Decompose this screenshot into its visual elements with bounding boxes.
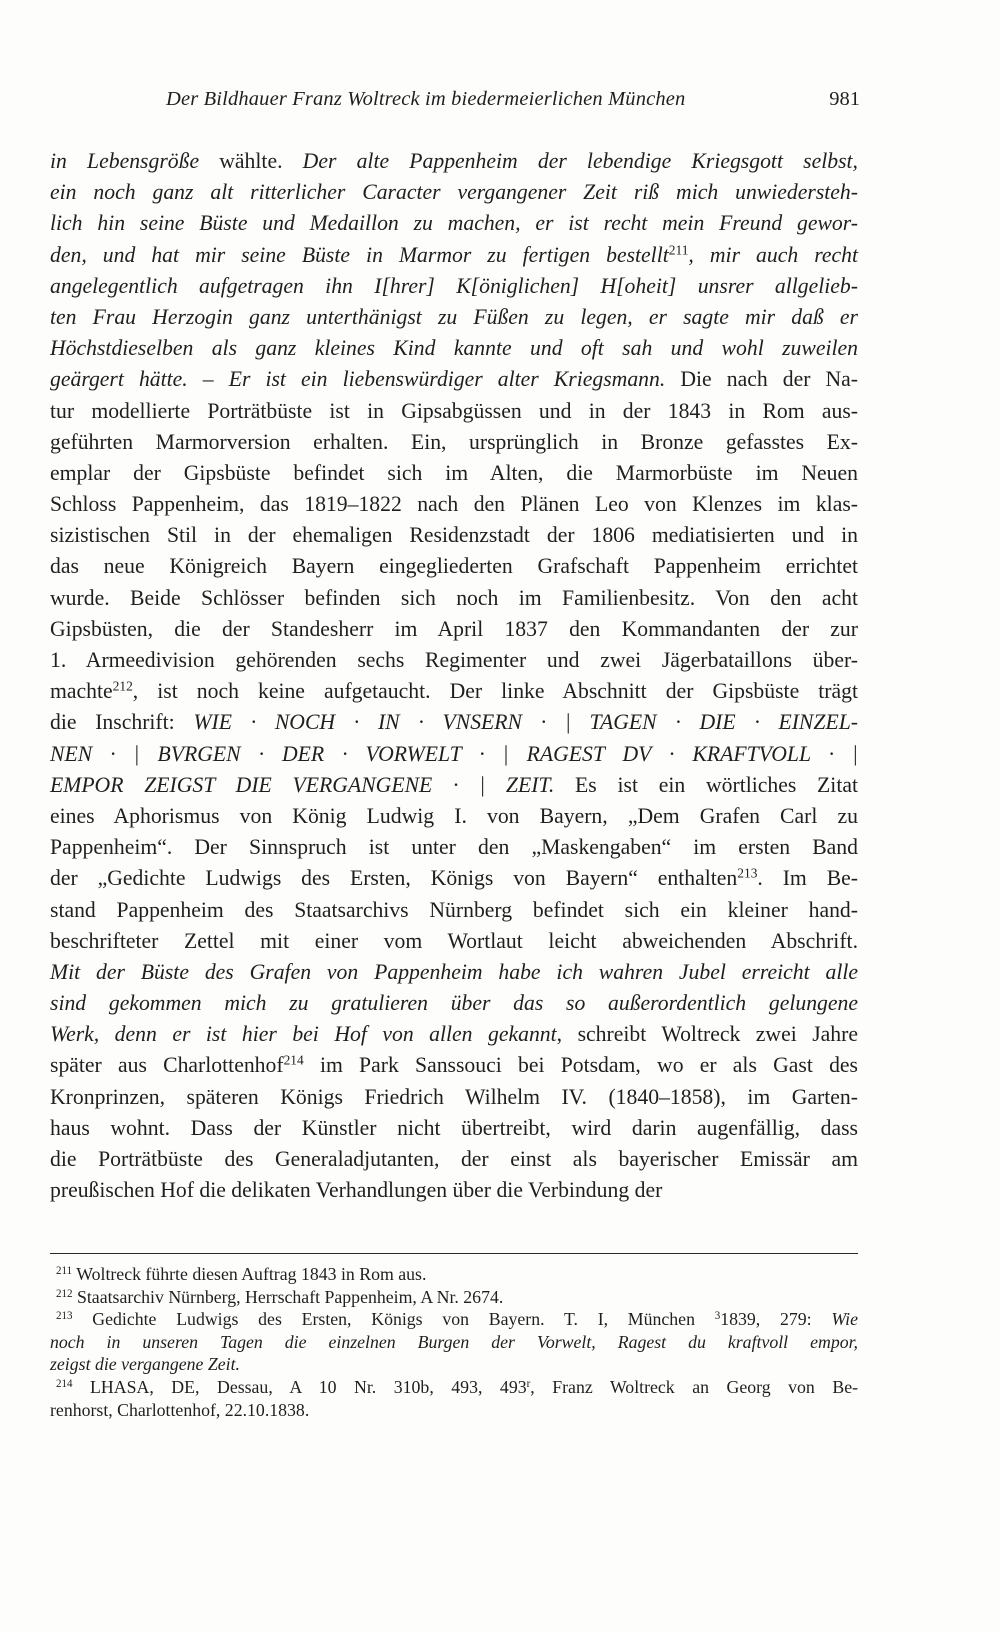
- body-line: [50, 645, 858, 676]
- text-run: Die nach der Na-: [665, 367, 858, 392]
- text-run: , Franz Woltreck an Georg von Be-: [530, 1376, 859, 1397]
- body-line: [50, 177, 858, 208]
- text-run: , ist noch keine aufgetaucht. Der linke Abschnitt der Gipsbüste trägt: [132, 679, 858, 704]
- footnote-ref: 214: [56, 1377, 73, 1390]
- body-line: [50, 770, 858, 801]
- footnote: [50, 1376, 858, 1421]
- footnote-line: [50, 1308, 858, 1331]
- body-line: [50, 926, 858, 957]
- footnote: [50, 1308, 858, 1376]
- body-line: [50, 302, 858, 333]
- body-line: [50, 895, 858, 926]
- italic-text: , mir auch recht: [688, 242, 858, 267]
- italic-text: Mit der Büste des Grafen von Pappenheim habe ich wahren Jubel erreicht alle: [50, 959, 858, 984]
- body-line: [50, 614, 858, 645]
- italic-text: in Lebensgröße: [50, 149, 200, 173]
- footnote-line: [50, 1353, 858, 1376]
- body-line: [50, 146, 858, 177]
- body-text: [50, 146, 858, 1206]
- text-run: stand Pappenheim des Staatsarchivs Nürnberg befindet sich ein kleiner hand-: [50, 897, 858, 922]
- footnote-line: [50, 1376, 858, 1399]
- text-run: die Porträtbüste des Generaladjutanten, der einst als bayerischer Emissär am: [50, 1147, 858, 1171]
- text-run: Pappenheim“. Der Sinnspruch ist unter den „Maskengaben“ im ersten Band: [50, 835, 858, 860]
- text-run: Schloss Pappenheim, das 1819–1822 nach den Plänen Leo von Klenzes im klas-: [50, 492, 858, 517]
- italic-text: geärgert hätte. – Er ist ein liebenswürdiger alter Kriegsmann.: [50, 367, 666, 392]
- italic-text: angelegentlich aufgetragen ihn I[hrer] K[öniglichen] H[oheit] unsrer allgelieb-: [50, 273, 858, 298]
- italic-text: sind gekommen mich zu gratulieren über das so außerordentlich gelungene: [50, 991, 858, 1016]
- footnote-rule: [50, 1253, 858, 1254]
- text-run: im Park Sanssouci bei Potsdam, wo er als Gast des: [303, 1053, 858, 1078]
- text-run: geführten Marmorversion erhalten. Ein, ursprünglich in Bronze gefasstes Ex-: [50, 429, 858, 454]
- body-line: [50, 801, 858, 832]
- footnote-ref: 3: [714, 1310, 721, 1323]
- text-run: Gedichte Ludwigs des Ersten, Königs von Bayern. T. I, München: [72, 1309, 715, 1330]
- italic-text: ein noch ganz alt ritterlicher Caracter vergangener Zeit riß mich unwiedersteh-: [50, 180, 858, 205]
- footnote-ref: 213: [56, 1310, 73, 1323]
- body-line: [50, 208, 858, 239]
- text-run: der „Gedichte Ludwigs des Ersten, Königs von Bayern“ enthalten: [50, 866, 738, 891]
- body-line: [50, 1019, 858, 1050]
- text-run: haus wohnt. Dass der Künstler nicht übertreibt, wird darin augenfällig, dass: [50, 1115, 858, 1140]
- body-line: [50, 1113, 858, 1144]
- text-run: Es ist ein wörtliches Zitat: [554, 772, 858, 797]
- text-run: sizistischen Stil in der ehemaligen Residenzstadt der 1806 mediatisierten und in: [50, 523, 858, 548]
- text-run: tur modellierte Porträtbüste ist in Gipsabgüssen und in der 1843 in Rom aus-: [50, 398, 858, 423]
- italic-text: Wie: [831, 1309, 858, 1330]
- footnote: [50, 1286, 858, 1309]
- footnote-line: [50, 1286, 858, 1309]
- page-number: 981: [829, 88, 860, 110]
- footnote-ref: 211: [668, 242, 689, 258]
- footnote-ref: r: [526, 1377, 531, 1390]
- footnote-ref: 212: [56, 1287, 73, 1300]
- text-run: renhorst, Charlottenhof, 22.10.1838.: [50, 1399, 310, 1420]
- text-run: wurde. Beide Schlösser befinden sich noch im Familienbesitz. Von den acht: [50, 585, 858, 610]
- italic-text: zeigst die vergangene Zeit.: [50, 1354, 240, 1375]
- footnote-line: [50, 1263, 858, 1286]
- italic-text: ten Frau Herzogin ganz unterthänigst zu Füßen zu legen, er sagte mir daß er: [50, 304, 858, 329]
- footnote-ref: 211: [56, 1264, 73, 1277]
- text-run: machte: [50, 679, 113, 704]
- body-line: [50, 427, 858, 458]
- text-run: 1839, 279:: [720, 1309, 832, 1330]
- italic-text: lich hin seine Büste und Medaillon zu machen, er ist recht mein Freund gewor-: [50, 211, 858, 236]
- footnote-ref: 214: [283, 1053, 304, 1069]
- body-line: [50, 957, 858, 988]
- text-run: später aus Charlottenhof: [50, 1053, 284, 1078]
- body-line: [50, 739, 858, 770]
- body-line: [50, 458, 858, 489]
- text-run: , schreibt Woltreck zwei Jahre: [556, 1022, 858, 1047]
- text-run: Woltreck führte diesen Auftrag 1843 in Rom aus.: [72, 1264, 427, 1284]
- body-line: [50, 396, 858, 427]
- italic-text: noch in unseren Tagen die einzelnen Burgen der Vorwelt, Ragest du kraftvoll empor,: [50, 1331, 858, 1352]
- footnote: [50, 1263, 858, 1286]
- italic-text: Der alte Pappenheim der lebendige Kriegsgott selbst,: [302, 149, 858, 173]
- body-line: [50, 489, 858, 520]
- text-run: LHASA, DE, Dessau, A 10 Nr. 310b, 493, 493: [72, 1376, 527, 1397]
- italic-text: Höchstdieselben als ganz kleines Kind kannte und oft sah und wohl zuweilen: [50, 336, 858, 361]
- body-line: [50, 551, 858, 582]
- body-line: [50, 583, 858, 614]
- body-line: [50, 676, 858, 707]
- text-run: wählte.: [199, 149, 303, 173]
- body-line: [50, 271, 858, 302]
- text-run: emplar der Gipsbüste befindet sich im Alten, die Marmorbüste im Neuen: [50, 460, 858, 485]
- footnote-line: [50, 1331, 858, 1354]
- body-line: [50, 364, 858, 395]
- text-run: Kronprinzen, späteren Königs Friedrich Wilhelm IV. (1840–1858), im Garten-: [50, 1084, 858, 1109]
- body-line: [50, 1082, 858, 1113]
- text-run: beschrifteter Zettel mit einer vom Wortlaut leicht abweichenden Abschrift.: [50, 928, 858, 953]
- italic-text: WIE · NOCH · IN · VNSERN · | TAGEN · DIE · EINZEL-: [193, 710, 858, 735]
- italic-text: Werk, denn er ist hier bei Hof von allen gekannt: [50, 1022, 557, 1047]
- footnote-ref: 212: [112, 678, 133, 694]
- text-run: Staatsarchiv Nürnberg, Herrschaft Pappenheim, A Nr. 2674.: [72, 1286, 504, 1307]
- footnotes: [50, 1263, 858, 1421]
- italic-text: den, und hat mir seine Büste in Marmor zu fertigen bestellt: [50, 242, 669, 267]
- text-run: 1. Armeedivision gehörenden sechs Regimenter und zwei Jägerbataillons über-: [50, 648, 858, 672]
- body-line: [50, 832, 858, 863]
- text-run: . Im Be-: [757, 866, 859, 891]
- footnote-ref: 213: [737, 865, 758, 881]
- body-line: [50, 1175, 858, 1206]
- body-line: [50, 863, 858, 894]
- text-run: die Inschrift:: [50, 710, 194, 735]
- body-line: [50, 1050, 858, 1081]
- text-run: eines Aphorismus von König Ludwig I. von Bayern, „Dem Grafen Carl zu: [50, 803, 858, 828]
- text-run: Gipsbüsten, die der Standesherr im April 1837 den Kommandanten der zur: [50, 616, 858, 641]
- body-line: [50, 1144, 858, 1175]
- body-line: [50, 707, 858, 738]
- italic-text: NEN · | BVRGEN · DER · VORWELT · | RAGEST DV · KRAFTVOLL · |: [50, 741, 858, 766]
- italic-text: EMPOR ZEIGST DIE VERGANGENE · | ZEIT.: [50, 772, 555, 797]
- running-head: Der Bildhauer Franz Woltreck im biedermeierlichen München: [166, 88, 686, 110]
- footnote-line: [50, 1399, 858, 1422]
- body-line: [50, 988, 858, 1019]
- text-run: das neue Königreich Bayern eingegliederten Grafschaft Pappenheim errichtet: [50, 554, 858, 579]
- body-line: [50, 333, 858, 364]
- body-line: [50, 240, 858, 271]
- text-run: preußischen Hof die delikaten Verhandlungen über die Verbindung der: [50, 1178, 663, 1203]
- body-line: [50, 520, 858, 551]
